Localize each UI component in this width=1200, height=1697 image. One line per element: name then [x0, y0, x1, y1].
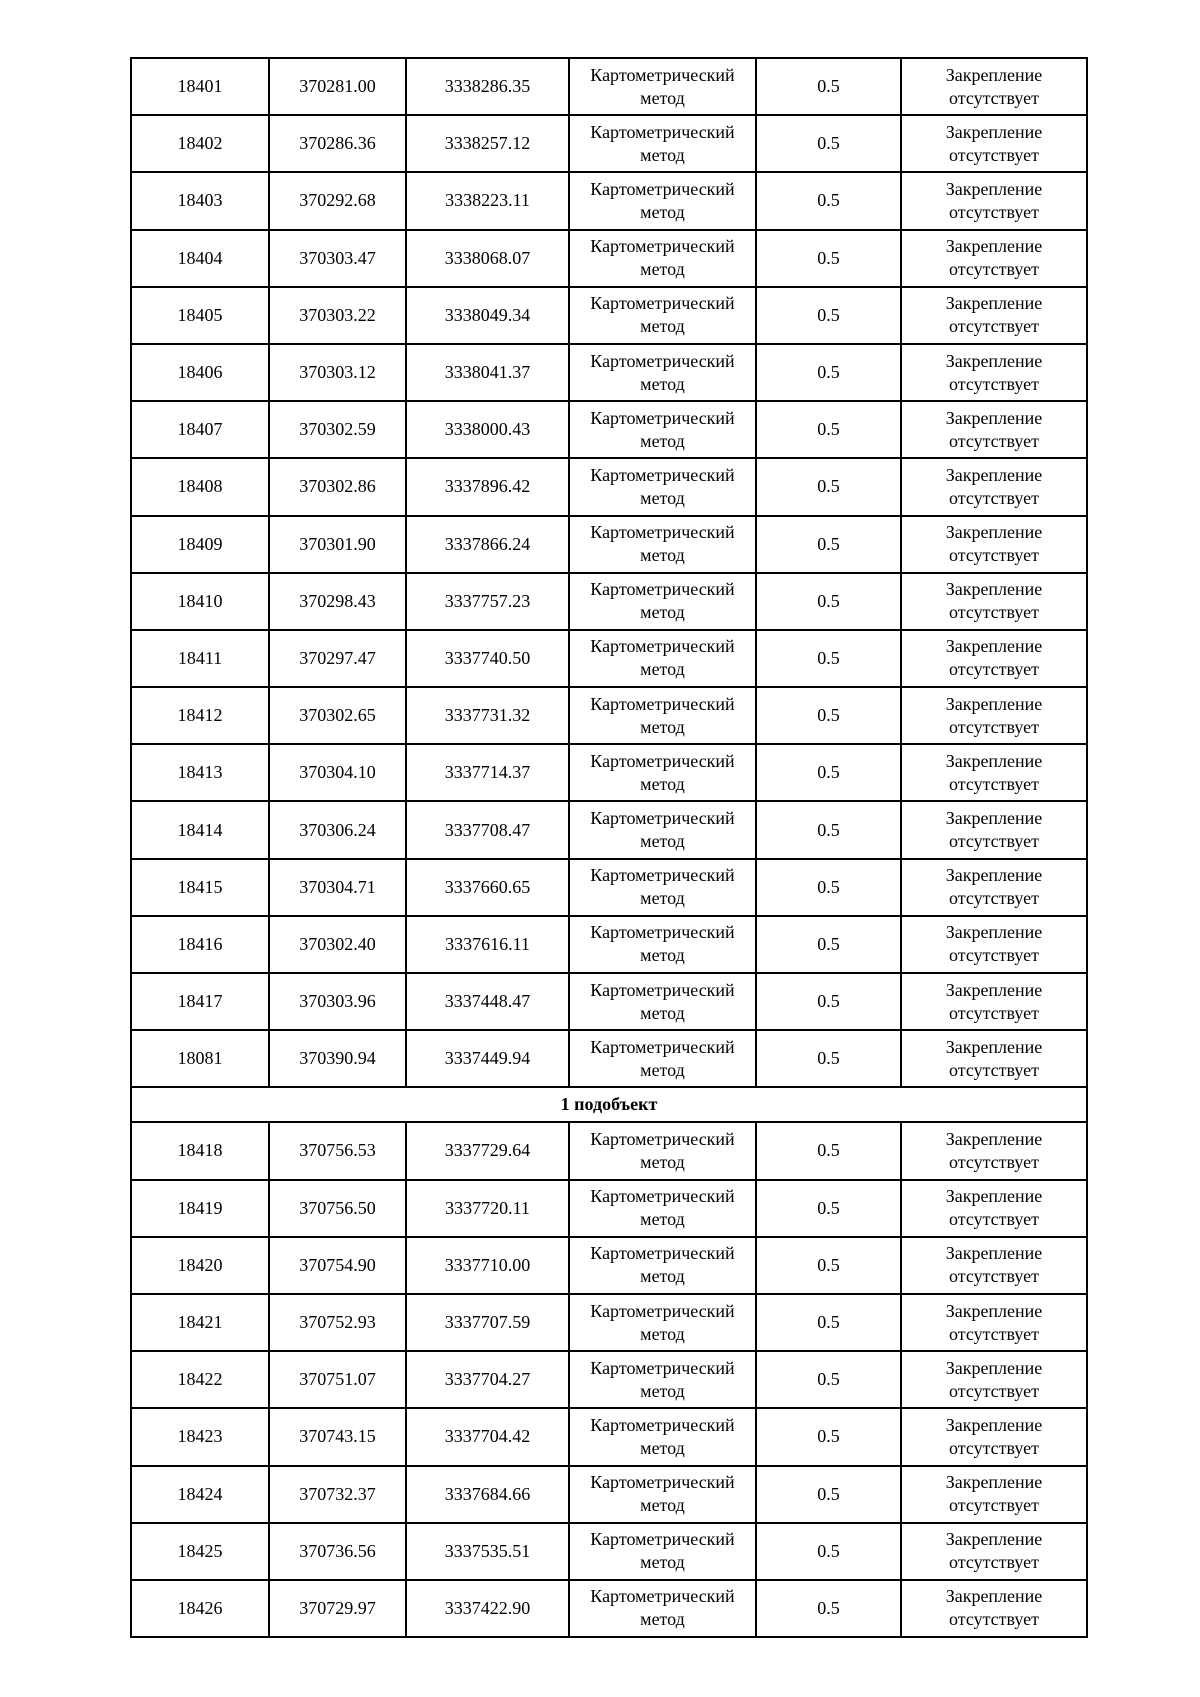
table-row [131, 1408, 1087, 1465]
accuracy-cell: 0.5 [756, 1030, 901, 1087]
accuracy-cell: 0.5 [756, 401, 901, 458]
point-number-cell: 18407 [131, 401, 269, 458]
x-coordinate-cell: 370302.59 [269, 401, 406, 458]
fixing-description-cell: Закрепление отсутствует [901, 344, 1087, 401]
subobject-header-row [131, 1087, 1087, 1122]
table-row [131, 1180, 1087, 1237]
x-coordinate-cell: 370390.94 [269, 1030, 406, 1087]
point-number-cell: 18418 [131, 1122, 269, 1179]
accuracy-cell: 0.5 [756, 1523, 901, 1580]
y-coordinate-cell: 3338068.07 [406, 230, 569, 287]
x-coordinate-cell: 370302.86 [269, 458, 406, 515]
method-cell: Картометрический метод [569, 516, 756, 573]
x-coordinate-cell: 370729.97 [269, 1580, 406, 1637]
method-cell: Картометрический метод [569, 344, 756, 401]
fixing-description-cell: Закрепление отсутствует [901, 1466, 1087, 1523]
accuracy-cell: 0.5 [756, 344, 901, 401]
point-number-cell: 18410 [131, 573, 269, 630]
y-coordinate-cell: 3337866.24 [406, 516, 569, 573]
x-coordinate-cell: 370752.93 [269, 1294, 406, 1351]
method-cell: Картометрический метод [569, 744, 756, 801]
x-coordinate-cell: 370298.43 [269, 573, 406, 630]
point-number-cell: 18404 [131, 230, 269, 287]
method-cell: Картометрический метод [569, 1030, 756, 1087]
y-coordinate-cell: 3337684.66 [406, 1466, 569, 1523]
point-number-cell: 18402 [131, 115, 269, 172]
x-coordinate-cell: 370292.68 [269, 172, 406, 229]
accuracy-cell: 0.5 [756, 1122, 901, 1179]
accuracy-cell: 0.5 [756, 801, 901, 858]
section-header-group [131, 1087, 1087, 1122]
table-row [131, 1122, 1087, 1179]
y-coordinate-cell: 3337449.94 [406, 1030, 569, 1087]
fixing-description-cell: Закрепление отсутствует [901, 859, 1087, 916]
accuracy-cell: 0.5 [756, 58, 901, 115]
accuracy-cell: 0.5 [756, 115, 901, 172]
subobject-header: 1 подобъект [131, 1087, 1087, 1122]
x-coordinate-cell: 370756.53 [269, 1122, 406, 1179]
fixing-description-cell: Закрепление отсутствует [901, 973, 1087, 1030]
y-coordinate-cell: 3337757.23 [406, 573, 569, 630]
table-row [131, 230, 1087, 287]
point-number-cell: 18415 [131, 859, 269, 916]
point-number-cell: 18401 [131, 58, 269, 115]
x-coordinate-cell: 370303.96 [269, 973, 406, 1030]
accuracy-cell: 0.5 [756, 172, 901, 229]
y-coordinate-cell: 3338041.37 [406, 344, 569, 401]
table-row [131, 973, 1087, 1030]
table-row [131, 573, 1087, 630]
method-cell: Картометрический метод [569, 630, 756, 687]
table-body-part-1 [131, 58, 1087, 1087]
method-cell: Картометрический метод [569, 573, 756, 630]
method-cell: Картометрический метод [569, 1122, 756, 1179]
fixing-description-cell: Закрепление отсутствует [901, 1180, 1087, 1237]
x-coordinate-cell: 370732.37 [269, 1466, 406, 1523]
point-number-cell: 18423 [131, 1408, 269, 1465]
x-coordinate-cell: 370756.50 [269, 1180, 406, 1237]
table-row [131, 916, 1087, 973]
y-coordinate-cell: 3337616.11 [406, 916, 569, 973]
fixing-description-cell: Закрепление отсутствует [901, 287, 1087, 344]
y-coordinate-cell: 3338257.12 [406, 115, 569, 172]
point-number-cell: 18405 [131, 287, 269, 344]
point-number-cell: 18406 [131, 344, 269, 401]
point-number-cell: 18426 [131, 1580, 269, 1637]
table-body-part-2 [131, 1122, 1087, 1637]
y-coordinate-cell: 3337731.32 [406, 687, 569, 744]
fixing-description-cell: Закрепление отсутствует [901, 401, 1087, 458]
y-coordinate-cell: 3337448.47 [406, 973, 569, 1030]
x-coordinate-cell: 370754.90 [269, 1237, 406, 1294]
accuracy-cell: 0.5 [756, 287, 901, 344]
table-row [131, 1294, 1087, 1351]
method-cell: Картометрический метод [569, 1294, 756, 1351]
accuracy-cell: 0.5 [756, 1351, 901, 1408]
y-coordinate-cell: 3337704.27 [406, 1351, 569, 1408]
x-coordinate-cell: 370302.40 [269, 916, 406, 973]
method-cell: Картометрический метод [569, 1408, 756, 1465]
method-cell: Картометрический метод [569, 230, 756, 287]
table-row [131, 1580, 1087, 1637]
accuracy-cell: 0.5 [756, 1408, 901, 1465]
accuracy-cell: 0.5 [756, 1180, 901, 1237]
table-row [131, 630, 1087, 687]
x-coordinate-cell: 370297.47 [269, 630, 406, 687]
method-cell: Картометрический метод [569, 801, 756, 858]
point-number-cell: 18409 [131, 516, 269, 573]
table-row [131, 1237, 1087, 1294]
fixing-description-cell: Закрепление отсутствует [901, 516, 1087, 573]
point-number-cell: 18422 [131, 1351, 269, 1408]
fixing-description-cell: Закрепление отсутствует [901, 916, 1087, 973]
method-cell: Картометрический метод [569, 1237, 756, 1294]
accuracy-cell: 0.5 [756, 230, 901, 287]
table-row [131, 1466, 1087, 1523]
accuracy-cell: 0.5 [756, 687, 901, 744]
fixing-description-cell: Закрепление отсутствует [901, 573, 1087, 630]
method-cell: Картометрический метод [569, 859, 756, 916]
point-number-cell: 18414 [131, 801, 269, 858]
table-row [131, 1523, 1087, 1580]
accuracy-cell: 0.5 [756, 744, 901, 801]
x-coordinate-cell: 370281.00 [269, 58, 406, 115]
y-coordinate-cell: 3337535.51 [406, 1523, 569, 1580]
y-coordinate-cell: 3337708.47 [406, 801, 569, 858]
accuracy-cell: 0.5 [756, 1294, 901, 1351]
table-row [131, 401, 1087, 458]
y-coordinate-cell: 3337710.00 [406, 1237, 569, 1294]
method-cell: Картометрический метод [569, 458, 756, 515]
fixing-description-cell: Закрепление отсутствует [901, 1294, 1087, 1351]
table-row [131, 458, 1087, 515]
fixing-description-cell: Закрепление отсутствует [901, 172, 1087, 229]
accuracy-cell: 0.5 [756, 916, 901, 973]
accuracy-cell: 0.5 [756, 1466, 901, 1523]
y-coordinate-cell: 3337704.42 [406, 1408, 569, 1465]
accuracy-cell: 0.5 [756, 458, 901, 515]
table-row [131, 287, 1087, 344]
fixing-description-cell: Закрепление отсутствует [901, 1408, 1087, 1465]
point-number-cell: 18412 [131, 687, 269, 744]
fixing-description-cell: Закрепление отсутствует [901, 687, 1087, 744]
method-cell: Картометрический метод [569, 973, 756, 1030]
table-row [131, 516, 1087, 573]
x-coordinate-cell: 370286.36 [269, 115, 406, 172]
table-row [131, 115, 1087, 172]
method-cell: Картометрический метод [569, 1351, 756, 1408]
accuracy-cell: 0.5 [756, 630, 901, 687]
fixing-description-cell: Закрепление отсутствует [901, 1523, 1087, 1580]
point-number-cell: 18425 [131, 1523, 269, 1580]
y-coordinate-cell: 3338000.43 [406, 401, 569, 458]
x-coordinate-cell: 370736.56 [269, 1523, 406, 1580]
fixing-description-cell: Закрепление отсутствует [901, 801, 1087, 858]
method-cell: Картометрический метод [569, 1523, 756, 1580]
fixing-description-cell: Закрепление отсутствует [901, 1351, 1087, 1408]
method-cell: Картометрический метод [569, 401, 756, 458]
y-coordinate-cell: 3337740.50 [406, 630, 569, 687]
fixing-description-cell: Закрепление отсутствует [901, 1237, 1087, 1294]
method-cell: Картометрический метод [569, 287, 756, 344]
x-coordinate-cell: 370303.47 [269, 230, 406, 287]
fixing-description-cell: Закрепление отсутствует [901, 1030, 1087, 1087]
method-cell: Картометрический метод [569, 172, 756, 229]
table-row [131, 801, 1087, 858]
fixing-description-cell: Закрепление отсутствует [901, 115, 1087, 172]
y-coordinate-cell: 3337422.90 [406, 1580, 569, 1637]
fixing-description-cell: Закрепление отсутствует [901, 58, 1087, 115]
table-row [131, 859, 1087, 916]
x-coordinate-cell: 370302.65 [269, 687, 406, 744]
table-row [131, 744, 1087, 801]
method-cell: Картометрический метод [569, 916, 756, 973]
point-number-cell: 18408 [131, 458, 269, 515]
y-coordinate-cell: 3337714.37 [406, 744, 569, 801]
point-number-cell: 18421 [131, 1294, 269, 1351]
accuracy-cell: 0.5 [756, 573, 901, 630]
coordinates-table [130, 57, 1088, 1638]
accuracy-cell: 0.5 [756, 859, 901, 916]
method-cell: Картометрический метод [569, 115, 756, 172]
accuracy-cell: 0.5 [756, 1580, 901, 1637]
point-number-cell: 18416 [131, 916, 269, 973]
x-coordinate-cell: 370743.15 [269, 1408, 406, 1465]
x-coordinate-cell: 370301.90 [269, 516, 406, 573]
table-row [131, 58, 1087, 115]
y-coordinate-cell: 3338223.11 [406, 172, 569, 229]
y-coordinate-cell: 3337896.42 [406, 458, 569, 515]
point-number-cell: 18419 [131, 1180, 269, 1237]
accuracy-cell: 0.5 [756, 973, 901, 1030]
fixing-description-cell: Закрепление отсутствует [901, 630, 1087, 687]
point-number-cell: 18417 [131, 973, 269, 1030]
fixing-description-cell: Закрепление отсутствует [901, 1122, 1087, 1179]
table-row [131, 344, 1087, 401]
x-coordinate-cell: 370306.24 [269, 801, 406, 858]
x-coordinate-cell: 370304.71 [269, 859, 406, 916]
table-row [131, 1351, 1087, 1408]
fixing-description-cell: Закрепление отсутствует [901, 744, 1087, 801]
y-coordinate-cell: 3337729.64 [406, 1122, 569, 1179]
method-cell: Картометрический метод [569, 1580, 756, 1637]
table-row [131, 1030, 1087, 1087]
point-number-cell: 18411 [131, 630, 269, 687]
point-number-cell: 18413 [131, 744, 269, 801]
method-cell: Картометрический метод [569, 1466, 756, 1523]
table-row [131, 687, 1087, 744]
x-coordinate-cell: 370304.10 [269, 744, 406, 801]
y-coordinate-cell: 3338286.35 [406, 58, 569, 115]
fixing-description-cell: Закрепление отсутствует [901, 458, 1087, 515]
y-coordinate-cell: 3338049.34 [406, 287, 569, 344]
point-number-cell: 18420 [131, 1237, 269, 1294]
x-coordinate-cell: 370751.07 [269, 1351, 406, 1408]
method-cell: Картометрический метод [569, 1180, 756, 1237]
fixing-description-cell: Закрепление отсутствует [901, 230, 1087, 287]
fixing-description-cell: Закрепление отсутствует [901, 1580, 1087, 1637]
x-coordinate-cell: 370303.12 [269, 344, 406, 401]
accuracy-cell: 0.5 [756, 516, 901, 573]
method-cell: Картометрический метод [569, 687, 756, 744]
y-coordinate-cell: 3337720.11 [406, 1180, 569, 1237]
point-number-cell: 18403 [131, 172, 269, 229]
table-row [131, 172, 1087, 229]
method-cell: Картометрический метод [569, 58, 756, 115]
accuracy-cell: 0.5 [756, 1237, 901, 1294]
y-coordinate-cell: 3337707.59 [406, 1294, 569, 1351]
x-coordinate-cell: 370303.22 [269, 287, 406, 344]
point-number-cell: 18081 [131, 1030, 269, 1087]
y-coordinate-cell: 3337660.65 [406, 859, 569, 916]
point-number-cell: 18424 [131, 1466, 269, 1523]
